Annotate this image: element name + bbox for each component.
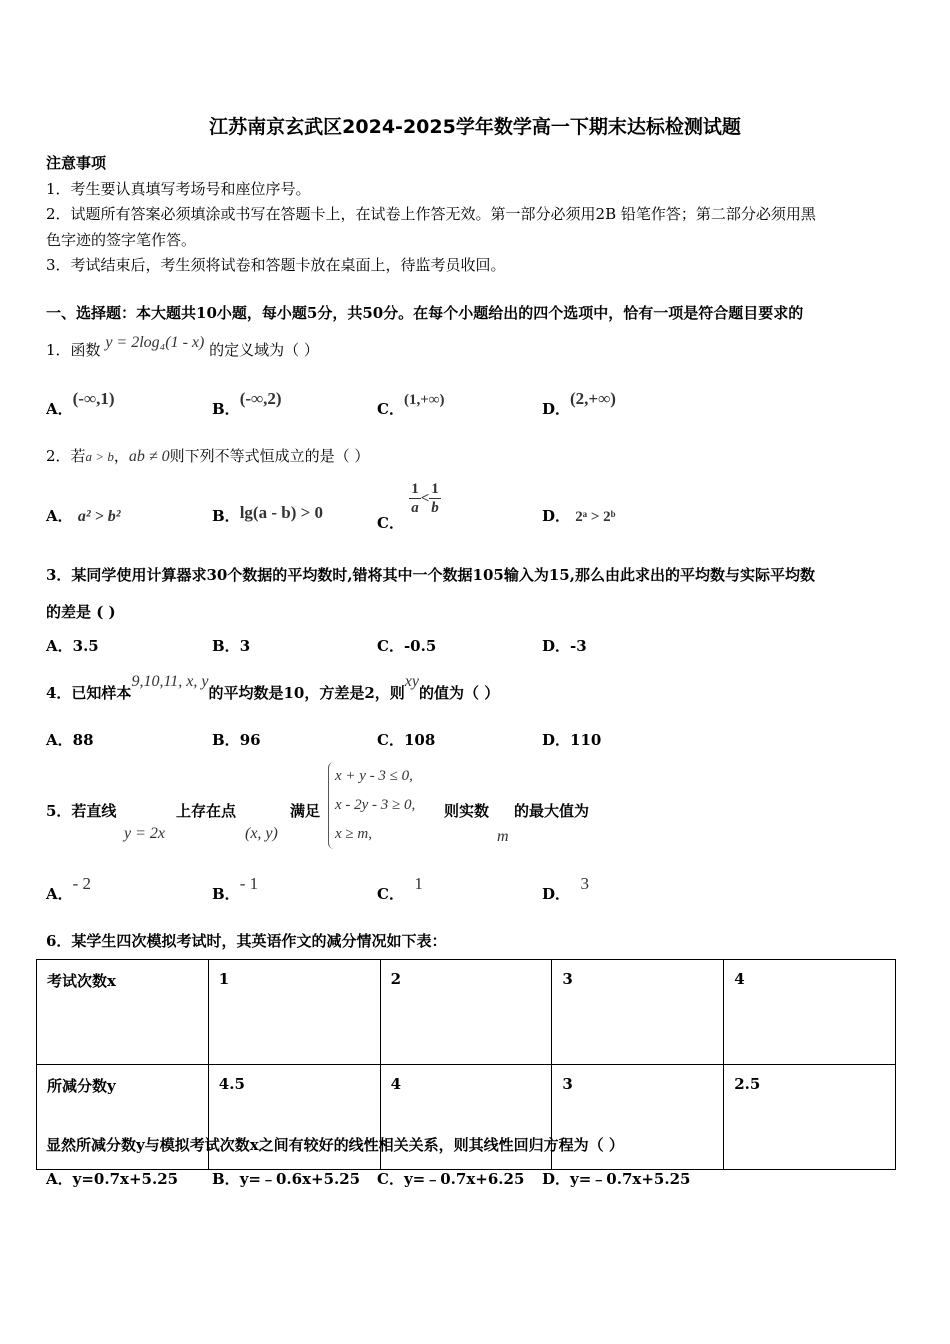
q4-option-b[interactable] (212, 729, 261, 750)
option-value: - 1 (239, 874, 259, 893)
option-value: (1,+∞) (403, 392, 445, 408)
q3-option-a[interactable] (46, 635, 99, 656)
q5-then: 则实数 (444, 802, 490, 820)
question-4-stem (46, 673, 500, 703)
option-value: 88 (72, 731, 94, 749)
option-value: lg(a - b) > 0 (239, 503, 324, 522)
option-label: C． (377, 513, 404, 532)
option-label: A． (46, 885, 73, 903)
option-value: 3 (580, 874, 589, 893)
q5-option-d[interactable] (542, 874, 589, 904)
notice-heading: 注意事项 (46, 154, 107, 172)
q6-option-d[interactable] (542, 1168, 690, 1189)
question-2-stem: 2．若a > b，ab ≠ 0则下列不等式恒成立的是（ ） (46, 447, 370, 465)
q5-point: (x, y) (245, 825, 278, 842)
q5-option-b[interactable] (212, 874, 259, 904)
q5-line-equation: y = 2x (124, 825, 165, 842)
table-cell: 所减分数y (37, 1065, 209, 1170)
table-cell: 考试次数x (37, 960, 209, 1065)
q3-option-c[interactable] (377, 635, 436, 656)
option-value: 3.5 (72, 637, 99, 655)
option-label: A． (46, 731, 73, 749)
option-label: B． (212, 731, 240, 749)
table-cell: 1 (208, 960, 380, 1065)
option-label: D． (542, 731, 571, 749)
q2-option-d[interactable] (542, 505, 616, 526)
q1-suffix: 的定义域为（ ） (209, 341, 319, 359)
inequality-2: x - 2y - 3 ≥ 0, (335, 797, 416, 813)
option-value: 2ᵃ > 2ᵇ (575, 509, 616, 525)
q4-sample: 9,10,11, x, y (131, 673, 209, 690)
q5-option-c[interactable] (377, 874, 423, 904)
q5-suffix: 的最大值为 (514, 802, 590, 820)
fraction-1-over-a: $\frac{1}{a}$ (411, 481, 419, 516)
q5-option-a[interactable] (46, 874, 92, 904)
q4-prefix: 4．已知样本 (46, 684, 132, 702)
q4-suffix: 的值为（ ） (418, 684, 500, 702)
option-value: y=﹣0.7x+6.25 (403, 1170, 525, 1188)
option-label: D． (542, 885, 571, 903)
option-value: -3 (570, 637, 587, 655)
option-value: a² > b² (77, 508, 121, 525)
q4-option-d[interactable] (542, 729, 601, 750)
question-3-line-2: 的差是 ( ) (46, 603, 116, 621)
option-label: A． (46, 400, 73, 418)
option-label: D． (542, 400, 571, 418)
q2-option-c[interactable]: C． $\frac{1}{a}$ < $\frac{1}{b}$ (377, 481, 439, 532)
q2-option-a[interactable] (46, 505, 121, 526)
option-value: 110 (570, 731, 602, 749)
table-cell: 4 (724, 960, 896, 1065)
notice-item-3: 3．考试结束后，考生须将试卷和答题卡放在桌面上，待监考员收回。 (46, 256, 506, 274)
q2-condition-2: ab ≠ 0 (128, 448, 170, 465)
option-label: C． (377, 885, 404, 903)
question-3-line-1: 3．某同学使用计算器求30个数据的平均数时,错将其中一个数据105输入为15,那么由此求出的平均数与实际平均数 (46, 566, 815, 584)
q3-option-b[interactable] (212, 635, 250, 656)
q1-option-d[interactable] (542, 389, 616, 419)
table-cell: 2.5 (724, 1065, 896, 1170)
option-label: B． (212, 507, 240, 525)
option-label: C． (377, 400, 404, 418)
section-heading: 一、选择题：本大题共10小题，每小题5分，共50分。在每个小题给出的四个选项中，恰有一项是符合题目要求的 (46, 304, 804, 322)
q5-inequality-system (328, 762, 415, 849)
table-cell: 4 (380, 1065, 552, 1170)
table-cell: 2 (380, 960, 552, 1065)
q6-option-b[interactable] (212, 1168, 360, 1189)
option-label: D． (542, 1170, 571, 1188)
fraction-1-over-b: $\frac{1}{b}$ (431, 481, 439, 516)
page-title: 江苏南京玄武区2024-2025学年数学高一下期末达标检测试题 (209, 116, 741, 138)
option-label: A． (46, 637, 73, 655)
notice-item-1: 1．考生要认真填写考场号和座位序号。 (46, 180, 311, 198)
option-value: (-∞,1) (72, 389, 115, 408)
option-label: B． (212, 885, 240, 903)
option-value: -0.5 (403, 637, 437, 655)
q4-option-c[interactable] (377, 729, 435, 750)
q2-option-b[interactable] (212, 505, 323, 526)
option-label: B． (212, 637, 240, 655)
table-cell: 3 (552, 1065, 724, 1170)
option-value: - 2 (72, 874, 92, 893)
q1-formula: y = 2log₄(1 - x) (105, 334, 205, 351)
inequality-3: x ≥ m, (335, 826, 372, 842)
q1-option-a[interactable] (46, 389, 115, 419)
q5-prefix: 5．若直线 (46, 802, 117, 820)
q2-suffix: 则下列不等式恒成立的是（ ） (169, 447, 370, 465)
question-6-stem: 6．某学生四次模拟考试时，其英语作文的减分情况如下表： (46, 932, 447, 950)
q4-option-a[interactable] (46, 729, 94, 750)
option-value: y=﹣0.6x+5.25 (239, 1170, 361, 1188)
option-value: 1 (414, 874, 423, 893)
q2-prefix: 2．若 (46, 447, 86, 465)
question-6-after: 显然所减分数y与模拟考试次数x之间有较好的线性相关关系，则其线性回归方程为（ ） (46, 1136, 624, 1154)
table-row (37, 960, 896, 1065)
option-value: (2,+∞) (570, 389, 616, 408)
question-1-stem (46, 334, 319, 360)
q6-option-c[interactable] (377, 1168, 524, 1189)
q2-condition-1: a > b (85, 449, 114, 464)
option-value: y=0.7x+5.25 (72, 1170, 179, 1188)
table-cell: 4.5 (208, 1065, 380, 1170)
option-label: D． (542, 507, 571, 525)
notice-item-2-cont: 色字迹的签字笔作答。 (46, 231, 197, 249)
option-value: 3 (239, 637, 251, 655)
q5-satisfy: 满足 (290, 802, 321, 820)
q1-option-b[interactable] (212, 389, 282, 419)
option-label: C． (377, 731, 404, 749)
option-value: y=﹣0.7x+5.25 (570, 1170, 691, 1188)
q3-option-d[interactable] (542, 635, 587, 656)
q6-option-a[interactable] (46, 1168, 178, 1189)
option-label: D． (542, 637, 571, 655)
q5-on: 上存在点 (176, 802, 237, 820)
option-label: B． (212, 1170, 240, 1188)
notice-item-2: 2．试题所有答案必须填涂或书写在答题卡上，在试卷上作答无效。第一部分必须用2B 铅笔作答；第二部分必须用黑 (46, 205, 816, 223)
q5-variable-m: m (497, 828, 509, 845)
option-label: C． (377, 1170, 404, 1188)
q1-prefix: 1．函数 (46, 341, 101, 359)
option-label: A． (46, 1170, 73, 1188)
q4-xy: xy (404, 673, 419, 690)
option-value: 96 (239, 731, 261, 749)
option-value: 108 (403, 731, 436, 749)
table-cell: 3 (552, 960, 724, 1065)
q4-middle: 的平均数是10，方差是2，则 (208, 684, 405, 702)
option-label: B． (212, 400, 240, 418)
q1-option-c[interactable] (377, 392, 445, 419)
option-label: A． (46, 507, 73, 525)
option-label: C． (377, 637, 404, 655)
option-value: (-∞,2) (239, 389, 282, 408)
inequality-1: x + y - 3 ≤ 0, (335, 768, 413, 784)
